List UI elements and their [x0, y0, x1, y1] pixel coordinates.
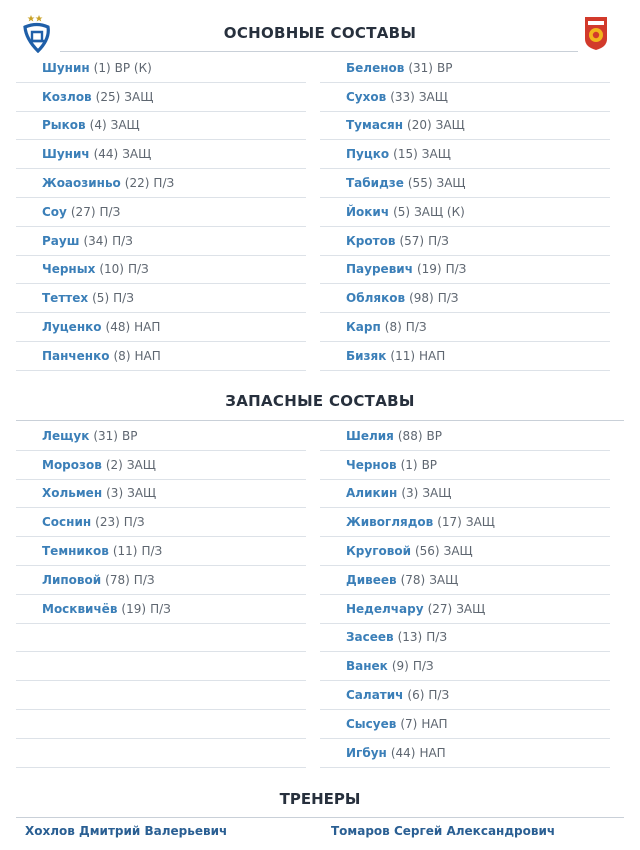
- player-number: (56): [414, 544, 440, 559]
- player-row: [320, 54, 610, 83]
- player-name-link[interactable]: Кротов: [346, 233, 396, 248]
- player-name-link[interactable]: Шелия: [346, 428, 394, 443]
- player-name-link[interactable]: Круговой: [346, 544, 411, 559]
- player-name-link[interactable]: Темников: [42, 544, 109, 559]
- player-row: [16, 595, 306, 624]
- player-name-link[interactable]: Рауш: [42, 233, 80, 248]
- player-name-link[interactable]: Чернов: [346, 457, 397, 472]
- player-number: (33): [390, 89, 415, 104]
- player-row: [320, 681, 610, 710]
- player-row: [320, 624, 610, 653]
- player-number: (11): [390, 348, 416, 363]
- player-number: (6): [407, 688, 425, 703]
- player-name-link[interactable]: Дивеев: [346, 572, 397, 587]
- player-name-link[interactable]: Табидзе: [346, 176, 404, 191]
- player-number: (22): [124, 176, 150, 191]
- player-row: [320, 595, 610, 624]
- player-number: (5): [393, 204, 411, 219]
- player-name-link[interactable]: Жоаозиньо: [42, 176, 121, 191]
- player-position: П/З: [426, 630, 448, 645]
- player-row: [320, 537, 610, 566]
- player-number: (17): [437, 515, 462, 530]
- player-number: (4): [89, 118, 107, 133]
- away-lineup-list: [320, 54, 610, 371]
- player-number: (23): [95, 515, 120, 530]
- player-number: (44): [93, 147, 119, 162]
- player-number: (27): [70, 204, 96, 219]
- player-name-link[interactable]: Беленов: [346, 60, 405, 75]
- home-subs-list: [16, 422, 306, 768]
- player-position: ВР: [421, 457, 438, 472]
- player-name-link[interactable]: Москвичёв: [42, 601, 118, 616]
- player-position: НАП: [421, 716, 448, 731]
- away-coach[interactable]: Томаров Сергей Александрович: [331, 824, 556, 838]
- player-number: (5): [92, 291, 110, 306]
- player-number: (19): [416, 262, 442, 277]
- player-row: [320, 284, 610, 313]
- player-row: [16, 342, 306, 371]
- player-row: [16, 198, 306, 227]
- player-row: [320, 480, 610, 509]
- home-lineup-list: [16, 54, 306, 371]
- player-row: [320, 508, 610, 537]
- player-row: [320, 710, 610, 739]
- player-position: П/З: [445, 262, 467, 277]
- player-row: [16, 284, 306, 313]
- player-position: П/З: [113, 291, 134, 306]
- player-name-link[interactable]: Шунин: [42, 60, 90, 75]
- player-name-link[interactable]: Панченко: [42, 348, 110, 363]
- player-number: (25): [95, 89, 121, 104]
- subs-title: ЗАПАСНЫЕ СОСТАВЫ: [225, 392, 415, 410]
- player-number: (27): [427, 601, 453, 616]
- player-number: (44): [390, 745, 416, 760]
- player-number: (8): [384, 320, 402, 335]
- player-name-link[interactable]: Соу: [42, 204, 67, 219]
- player-position: ЗАЩ: [421, 147, 451, 162]
- away-subs-list: [320, 422, 610, 768]
- player-number: (57): [399, 233, 425, 248]
- player-position: ЗАЩ: [127, 486, 157, 501]
- player-row: [320, 342, 610, 371]
- player-number: (78): [105, 572, 130, 587]
- player-row: [16, 54, 306, 83]
- player-position: ЗАЩ: [418, 89, 448, 104]
- player-position: ЗАЩ: [435, 118, 465, 133]
- player-name-link[interactable]: Рыков: [42, 118, 86, 133]
- player-position: П/З: [99, 204, 121, 219]
- header-divider: [60, 51, 578, 52]
- player-position: ЗАЩ: [126, 457, 156, 472]
- player-number: (9): [391, 659, 409, 674]
- player-row: [16, 566, 306, 595]
- player-position: ЗАЩ: [124, 89, 154, 104]
- player-name-link[interactable]: Хольмен: [42, 486, 103, 501]
- player-name-link[interactable]: Черных: [42, 262, 96, 277]
- player-number: (31): [408, 60, 433, 75]
- player-number: (34): [83, 233, 109, 248]
- main-lineups-title: ОСНОВНЫЕ СОСТАВЫ: [223, 24, 417, 42]
- player-position: П/З: [437, 291, 459, 306]
- player-row: [16, 313, 306, 342]
- player-position: П/З: [405, 320, 427, 335]
- player-position: ЗАЩ: [443, 544, 473, 559]
- player-number: (3): [106, 486, 124, 501]
- player-name-link[interactable]: Морозов: [42, 457, 102, 472]
- player-name-link[interactable]: Липовой: [42, 572, 102, 587]
- player-row: [16, 422, 306, 451]
- player-number: (31): [93, 428, 118, 443]
- player-position: ЗАЩ: [456, 601, 486, 616]
- player-name-link[interactable]: Тумасян: [346, 118, 404, 133]
- player-number: (1): [400, 457, 418, 472]
- empty-row: [16, 652, 306, 681]
- player-row: [320, 652, 610, 681]
- player-name-link[interactable]: Аликин: [346, 486, 398, 501]
- player-name-link[interactable]: Пауревич: [346, 262, 413, 277]
- player-number: (11): [112, 544, 138, 559]
- player-row: [16, 451, 306, 480]
- player-position: ЗАЩ: [465, 515, 495, 530]
- player-position: ВР: [436, 60, 453, 75]
- empty-row: [16, 739, 306, 768]
- player-position: НАП: [419, 745, 446, 760]
- player-row: [16, 140, 306, 169]
- player-row: [16, 537, 306, 566]
- empty-row: [16, 681, 306, 710]
- player-position: П/З: [112, 233, 133, 248]
- player-row: [320, 83, 610, 112]
- player-position: ЗАЩ: [422, 486, 452, 501]
- player-row: [16, 508, 306, 537]
- empty-row: [16, 624, 306, 653]
- player-position: ЗАЩ: [110, 118, 140, 133]
- player-number: (10): [99, 262, 124, 277]
- player-number: (78): [400, 572, 426, 587]
- player-row: [16, 227, 306, 256]
- player-number: (19): [121, 601, 147, 616]
- player-row: [320, 451, 610, 480]
- player-position: ВР (К): [114, 60, 152, 75]
- player-row: [320, 169, 610, 198]
- player-name-link[interactable]: Карп: [346, 320, 381, 335]
- player-number: (13): [397, 630, 423, 645]
- player-number: (20): [407, 118, 432, 133]
- player-position: П/З: [127, 262, 149, 277]
- player-position: П/З: [123, 515, 145, 530]
- ufa-logo-icon: [583, 15, 609, 51]
- player-name-link[interactable]: Шунич: [42, 147, 90, 162]
- player-name-link[interactable]: Засеев: [346, 630, 394, 645]
- player-position: НАП: [134, 320, 161, 335]
- player-name-link[interactable]: Пуцко: [346, 147, 390, 162]
- player-name-link[interactable]: Козлов: [42, 89, 92, 104]
- player-name-link[interactable]: Салатич: [346, 688, 404, 703]
- player-position: П/З: [428, 233, 449, 248]
- player-number: (8): [113, 348, 131, 363]
- player-name-link[interactable]: Живоглядов: [346, 515, 434, 530]
- player-row: [320, 256, 610, 285]
- player-row: [16, 83, 306, 112]
- player-name-link[interactable]: Игбун: [346, 745, 387, 760]
- player-row: [16, 480, 306, 509]
- player-number: (98): [409, 291, 434, 306]
- player-row: [320, 112, 610, 141]
- player-row: [16, 112, 306, 141]
- player-position: НАП: [134, 348, 161, 363]
- player-position: П/З: [133, 572, 155, 587]
- player-number: (2): [105, 457, 123, 472]
- player-position: ЗАЩ: [429, 572, 459, 587]
- player-name-link[interactable]: Обляков: [346, 291, 406, 306]
- empty-row: [16, 710, 306, 739]
- player-position: П/З: [412, 659, 434, 674]
- player-number: (3): [401, 486, 419, 501]
- coaches-divider: [16, 817, 624, 818]
- player-row: [320, 422, 610, 451]
- player-name-link[interactable]: Ванек: [346, 659, 388, 674]
- player-position: П/З: [428, 688, 450, 703]
- player-name-link[interactable]: Сухов: [346, 89, 387, 104]
- player-position: ВР: [121, 428, 138, 443]
- player-row: [320, 140, 610, 169]
- player-name-link[interactable]: Неделчару: [346, 601, 424, 616]
- player-row: [320, 198, 610, 227]
- player-name-link[interactable]: Бизяк: [346, 348, 387, 363]
- player-position: П/З: [141, 544, 163, 559]
- player-number: (88): [397, 428, 423, 443]
- player-name-link[interactable]: Теттех: [42, 291, 89, 306]
- player-name-link[interactable]: Соснин: [42, 515, 92, 530]
- player-position: ВР: [426, 428, 442, 443]
- home-coach[interactable]: Хохлов Дмитрий Валерьевич: [25, 824, 228, 838]
- player-number: (15): [393, 147, 418, 162]
- player-number: (7): [400, 716, 418, 731]
- player-row: [16, 169, 306, 198]
- player-position: ЗАЩ (К): [414, 204, 465, 219]
- coaches-title: ТРЕНЕРЫ: [279, 790, 361, 808]
- player-name-link[interactable]: Луценко: [42, 320, 102, 335]
- player-name-link[interactable]: Йокич: [346, 204, 390, 219]
- player-name-link[interactable]: Лещук: [42, 428, 90, 443]
- player-name-link[interactable]: Сысуев: [346, 716, 397, 731]
- player-position: П/З: [153, 176, 175, 191]
- player-row: [320, 739, 610, 768]
- subs-divider: [16, 420, 624, 421]
- player-row: [320, 313, 610, 342]
- player-position: НАП: [419, 348, 446, 363]
- player-row: [16, 256, 306, 285]
- player-number: (48): [105, 320, 131, 335]
- player-position: П/З: [150, 601, 171, 616]
- player-position: ЗАЩ: [436, 176, 466, 191]
- player-number: (55): [407, 176, 433, 191]
- player-number: (1): [93, 60, 111, 75]
- player-row: [320, 227, 610, 256]
- player-position: ЗАЩ: [122, 147, 152, 162]
- player-row: [320, 566, 610, 595]
